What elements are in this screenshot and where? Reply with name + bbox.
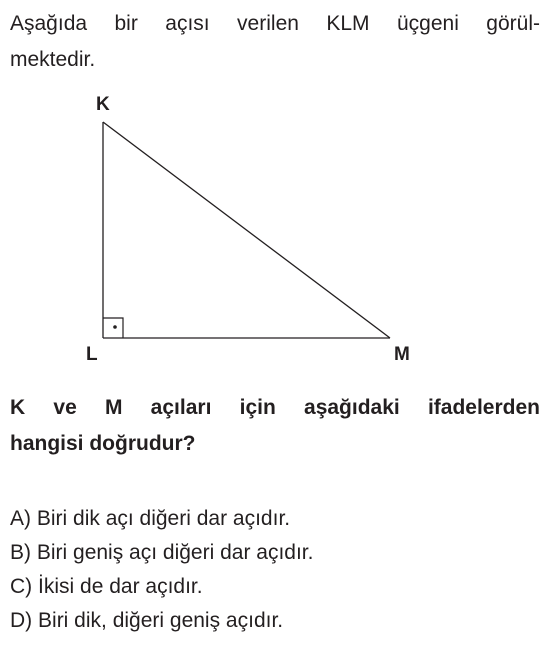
side-km xyxy=(103,122,390,338)
intro-line-1: Aşağıda bir açısı verilen KLM üçgeni görül- xyxy=(10,12,540,35)
question-line-1: K ve M açıları için aşağıdaki ifadelerden xyxy=(10,396,540,419)
intro-line-2: mektedir. xyxy=(10,48,96,71)
question-text xyxy=(10,390,540,462)
right-angle-marker xyxy=(103,318,123,338)
vertex-label-m: M xyxy=(394,344,410,365)
option-c[interactable] xyxy=(10,570,313,604)
option-b-text: Biri geniş açı diğeri dar açıdır. xyxy=(36,541,314,564)
option-d[interactable] xyxy=(10,604,313,638)
option-d-letter: D) xyxy=(10,609,33,632)
option-a-letter: A) xyxy=(10,507,31,530)
option-a[interactable] xyxy=(10,502,313,536)
vertex-label-k: K xyxy=(96,94,110,115)
answer-options xyxy=(10,502,313,638)
option-b[interactable] xyxy=(10,536,313,570)
option-d-text: Biri dik, diğeri geniş açıdır. xyxy=(38,609,284,632)
triangle-klm xyxy=(103,122,390,338)
option-c-text: İkisi de dar açıdır. xyxy=(38,575,203,598)
option-b-letter: B) xyxy=(10,541,31,564)
question-line-2: hangisi doğrudur? xyxy=(10,432,196,455)
option-c-letter: C) xyxy=(10,575,33,598)
vertex-label-l: L xyxy=(86,344,98,365)
option-a-text: Biri dik açı diğeri dar açıdır. xyxy=(36,507,291,530)
